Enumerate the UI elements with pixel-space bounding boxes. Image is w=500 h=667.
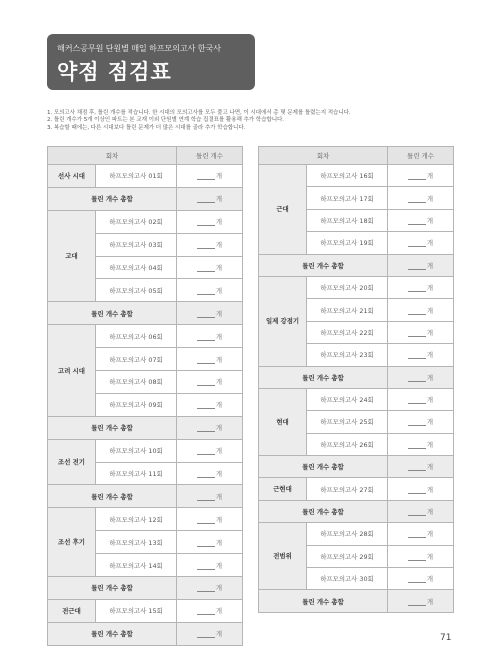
unit-label: 개 [426,194,434,203]
round-label: 하프모의고사 18회 [307,209,388,231]
wrong-count-blank[interactable] [388,187,454,209]
unit-label: 개 [426,216,434,225]
header-wrong-count: 틀린 개수 [177,147,243,165]
wrong-count-blank[interactable] [177,348,243,371]
sum-row [48,416,243,439]
unit-label: 개 [215,492,223,501]
answer-line [408,351,426,359]
page-title: 약점 점검표 [57,60,172,84]
round-label: 하프모의고사 17회 [307,187,388,209]
answer-line [197,378,215,386]
answer-line [408,598,426,606]
table-row [259,388,454,410]
unit-label: 개 [215,538,223,547]
unit-label: 개 [426,597,434,606]
era-label: 조선 전기 [48,439,96,485]
book-subtitle: 해커스공무원 단원별 매일 하프모의고사 한국사 [57,43,221,53]
sum-label: 틀린 개수 총합 [48,577,177,600]
answer-line [408,396,426,404]
answer-line [197,493,215,501]
answer-line [408,195,426,203]
round-label: 하프모의고사 11회 [96,462,177,485]
era-label: 근대 [259,165,307,255]
unit-label: 개 [426,351,434,360]
wrong-count-blank[interactable] [388,456,454,478]
unit-label: 개 [426,575,434,584]
answer-line [197,562,215,570]
sum-label: 틀린 개수 총합 [259,254,388,276]
answer-line [197,310,215,318]
wrong-count-blank[interactable] [177,325,243,348]
header-round: 회차 [48,147,177,165]
table-header-row [259,147,454,165]
era-label: 고대 [48,210,96,302]
table-row [259,478,454,500]
sum-row [48,485,243,508]
round-label: 하프모의고사 20회 [307,276,388,298]
unit-label: 개 [426,440,434,449]
answer-line [197,470,215,478]
wrong-count-blank[interactable] [177,622,243,645]
unit-label: 개 [215,561,223,570]
round-label: 하프모의고사 19회 [307,232,388,254]
answer-line [408,530,426,538]
era-label: 전근대 [48,599,96,622]
wrong-count-blank[interactable] [177,508,243,531]
round-label: 하프모의고사 13회 [96,531,177,554]
table-row [259,523,454,545]
note-2: 2. 틀린 개수가 5개 이상인 파트는 본 교재 이외 단원별 연계 학습 집결표를 활용해 추가 학습합니다. [47,117,284,124]
answer-line [408,486,426,494]
instruction-notes [47,110,467,132]
answer-line [197,172,215,180]
answer-line [197,264,215,272]
wrong-count-blank[interactable] [177,439,243,462]
unit-label: 개 [215,424,223,433]
round-label: 하프모의고사 03회 [96,233,177,256]
wrong-count-blank[interactable] [177,210,243,233]
note-3: 3. 복습할 때에는, 다른 시대보다 틀린 문제가 더 많은 시대를 골라 추가 학습합니다. [47,124,246,131]
header-box [47,34,255,90]
unit-label: 개 [215,515,223,524]
answer-line [408,284,426,292]
wrong-count-blank[interactable] [388,254,454,276]
unit-label: 개 [215,309,223,318]
era-label: 선사 시대 [48,165,96,188]
round-label: 하프모의고사 02회 [96,210,177,233]
round-label: 하프모의고사 30회 [307,568,388,590]
answer-line [197,218,215,226]
wrong-count-blank[interactable] [177,485,243,508]
table-header-row [48,147,243,165]
sum-row [48,622,243,645]
answer-line [408,575,426,583]
wrong-count-blank[interactable] [388,545,454,567]
sum-label: 틀린 개수 총합 [259,500,388,522]
answer-line [197,630,215,638]
unit-label: 개 [215,332,223,341]
round-label: 하프모의고사 12회 [96,508,177,531]
unit-label: 개 [426,463,434,472]
header-round: 회차 [259,147,388,165]
answer-line [197,356,215,364]
unit-label: 개 [426,261,434,270]
unit-label: 개 [215,241,223,250]
wrong-count-blank[interactable] [388,321,454,343]
unit-label: 개 [426,508,434,517]
era-label: 조선 후기 [48,508,96,577]
era-label: 일제 강점기 [259,276,307,366]
table-row [259,276,454,298]
wrong-count-blank[interactable] [177,462,243,485]
answer-line [408,307,426,315]
wrong-count-blank[interactable] [177,256,243,279]
unit-label: 개 [426,418,434,427]
wrong-count-blank[interactable] [177,393,243,416]
answer-line [408,217,426,225]
wrong-count-blank[interactable] [388,209,454,231]
sum-row [259,254,454,276]
unit-label: 개 [215,470,223,479]
round-label: 하프모의고사 21회 [307,299,388,321]
wrong-count-blank[interactable] [177,416,243,439]
unit-label: 개 [426,373,434,382]
era-label: 전범위 [259,523,307,590]
sum-label: 틀린 개수 총합 [259,366,388,388]
sum-label: 틀린 개수 총합 [48,485,177,508]
round-label: 하프모의고사 16회 [307,165,388,187]
wrong-count-blank[interactable] [177,554,243,577]
unit-label: 개 [215,172,223,181]
wrong-count-blank[interactable] [177,531,243,554]
round-label: 하프모의고사 05회 [96,279,177,302]
sum-label: 틀린 개수 총합 [259,590,388,612]
answer-line [408,441,426,449]
wrong-count-blank[interactable] [388,478,454,500]
answer-line [408,374,426,382]
sum-row [259,366,454,388]
table-row [48,599,243,622]
unit-label: 개 [215,264,223,272]
answer-line [197,195,215,203]
wrong-count-blank[interactable] [177,279,243,302]
table-row [48,325,243,348]
answer-line [408,418,426,426]
wrong-count-blank[interactable] [388,232,454,254]
page-number: 71 [440,633,452,643]
unit-label: 개 [215,630,223,639]
sum-label: 틀린 개수 총합 [48,416,177,439]
wrong-count-blank[interactable] [177,599,243,622]
answer-line [197,287,215,295]
round-label: 하프모의고사 26회 [307,433,388,455]
wrong-count-blank[interactable] [177,187,243,210]
answer-line [197,241,215,249]
table-row [259,165,454,187]
wrong-count-blank[interactable] [388,299,454,321]
answer-line [197,424,215,432]
unit-label: 개 [426,328,434,337]
table-row [48,439,243,462]
sum-label: 틀린 개수 총합 [48,302,177,325]
unit-label: 개 [215,401,223,410]
unit-label: 개 [426,306,434,315]
era-label: 현대 [259,388,307,455]
table-row [48,165,243,188]
round-label: 하프모의고사 22회 [307,321,388,343]
wrong-count-blank[interactable] [388,388,454,410]
sum-label: 틀린 개수 총합 [48,187,177,210]
round-label: 하프모의고사 04회 [96,256,177,279]
unit-label: 개 [215,584,223,593]
sum-row [48,302,243,325]
round-label: 하프모의고사 15회 [96,599,177,622]
wrong-count-blank[interactable] [177,577,243,600]
unit-label: 개 [426,485,434,494]
unit-label: 개 [215,447,223,456]
sum-row [259,500,454,522]
right-checklist-table [258,146,454,613]
round-label: 하프모의고사 08회 [96,371,177,394]
wrong-count-blank[interactable] [388,523,454,545]
wrong-count-blank[interactable] [388,433,454,455]
wrong-count-blank[interactable] [388,276,454,298]
round-label: 하프모의고사 06회 [96,325,177,348]
unit-label: 개 [215,355,223,364]
answer-line [197,447,215,455]
wrong-count-blank[interactable] [388,411,454,433]
round-label: 하프모의고사 07회 [96,348,177,371]
era-label: 고려 시대 [48,325,96,417]
sum-label: 틀린 개수 총합 [259,456,388,478]
sum-row [48,187,243,210]
wrong-count-blank[interactable] [177,371,243,394]
wrong-count-blank[interactable] [388,344,454,366]
round-label: 하프모의고사 25회 [307,411,388,433]
sum-row [48,577,243,600]
wrong-count-blank[interactable] [177,165,243,188]
answer-line [408,553,426,561]
wrong-count-blank[interactable] [177,233,243,256]
answer-line [408,239,426,247]
unit-label: 개 [426,172,434,181]
wrong-count-blank[interactable] [388,500,454,522]
note-1: 1. 모의고사 채점 후, 틀린 개수를 적습니다. 한 시대의 모의고사를 모두 풀고 나면, 이 시대에서 총 몇 문제를 틀렸는지 적습니다. [47,110,351,116]
left-checklist-table [47,146,243,646]
answer-line [408,262,426,270]
era-label: 근현대 [259,478,307,500]
unit-label: 개 [426,239,434,248]
unit-label: 개 [426,396,434,405]
answer-line [197,401,215,409]
round-label: 하프모의고사 14회 [96,554,177,577]
answer-line [197,584,215,592]
answer-line [408,329,426,337]
sum-row [259,456,454,478]
round-label: 하프모의고사 24회 [307,388,388,410]
wrong-count-blank[interactable] [177,302,243,325]
round-label: 하프모의고사 01회 [96,165,177,188]
wrong-count-blank[interactable] [388,165,454,187]
unit-label: 개 [215,286,223,295]
unit-label: 개 [426,530,434,539]
sum-label: 틀린 개수 총합 [48,622,177,645]
wrong-count-blank[interactable] [388,590,454,612]
round-label: 하프모의고사 09회 [96,393,177,416]
answer-line [197,607,215,615]
unit-label: 개 [215,195,223,204]
wrong-count-blank[interactable] [388,366,454,388]
round-label: 하프모의고사 27회 [307,478,388,500]
round-label: 하프모의고사 29회 [307,545,388,567]
unit-label: 개 [215,218,223,227]
answer-line [197,333,215,341]
answer-line [408,463,426,471]
round-label: 하프모의고사 10회 [96,439,177,462]
header-wrong-count: 틀린 개수 [388,147,454,165]
answer-line [197,539,215,547]
unit-label: 개 [215,607,223,616]
wrong-count-blank[interactable] [388,568,454,590]
round-label: 하프모의고사 23회 [307,344,388,366]
table-row [48,508,243,531]
unit-label: 개 [426,552,434,561]
sum-row [259,590,454,612]
unit-label: 개 [215,378,223,387]
unit-label: 개 [426,284,434,293]
table-row [48,210,243,233]
answer-line [197,516,215,524]
answer-line [408,508,426,516]
answer-line [408,172,426,180]
round-label: 하프모의고사 28회 [307,523,388,545]
